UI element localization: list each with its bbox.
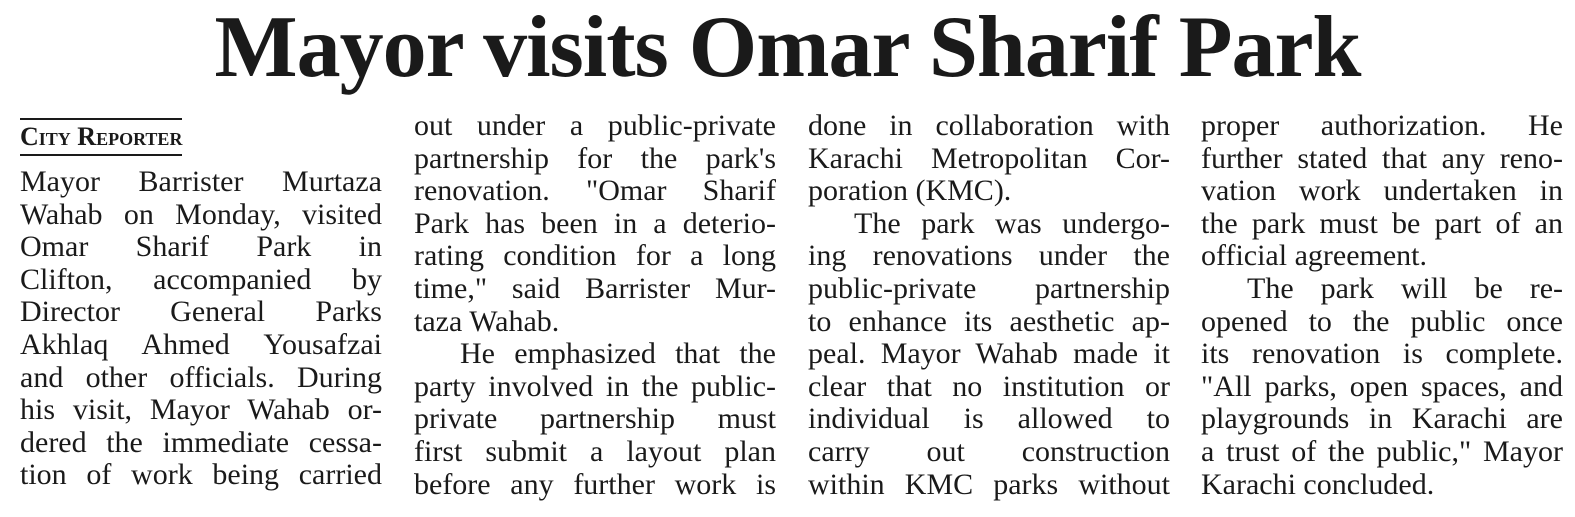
text-line: carry out construction [808, 435, 1170, 468]
text-line: playgrounds in Karachi are [1201, 403, 1563, 436]
text-line: He emphasized that the [460, 338, 776, 371]
text-line: his visit, Mayor Wahab or- [20, 394, 382, 427]
text-line: Karachi Metropolitan Cor- [808, 142, 1170, 175]
text-line: partnership for the park's [414, 142, 776, 175]
text-line: first submit a layout plan [414, 435, 776, 468]
text-line: rating condition for a long [414, 240, 776, 273]
text-line: Akhlaq Ahmed Yousafzai [20, 328, 382, 361]
text-line: "All parks, open spaces, and [1201, 370, 1563, 403]
article-column-4 [1201, 110, 1563, 501]
text-line: dered the immediate cessa- [20, 426, 382, 459]
text-line: time," said Barrister Mur- [414, 272, 776, 305]
text-line: Wahab on Monday, visited [20, 198, 382, 231]
text-line: The park will be re- [1247, 272, 1563, 305]
text-line: Karachi concluded. [1201, 468, 1435, 501]
text-line: proper authorization. He [1201, 110, 1563, 142]
text-line: within KMC parks without [808, 468, 1170, 501]
text-line: out under a public-private [414, 110, 776, 142]
text-line: party involved in the public- [414, 370, 776, 403]
text-line: done in collaboration with [808, 110, 1170, 142]
text-line: ing renovations under the [808, 240, 1170, 273]
article-column-3 [808, 110, 1170, 501]
text-line: taza Wahab. [414, 305, 560, 338]
text-line: Clifton, accompanied by [20, 263, 382, 296]
text-line: official agreement. [1201, 240, 1427, 273]
text-line: Omar Sharif Park in [20, 231, 382, 264]
text-line: its renovation is complete. [1201, 338, 1563, 371]
text-line: renovation. "Omar Sharif [414, 175, 776, 208]
text-line: a trust of the public," Mayor [1201, 435, 1563, 468]
text-line: public-private partnership [808, 272, 1170, 305]
text-line: private partnership must [414, 403, 776, 436]
text-line: clear that no institution or [808, 370, 1170, 403]
text-line: before any further work is [414, 468, 776, 501]
text-line: to enhance its aesthetic ap- [808, 305, 1170, 338]
text-line: and other officials. During [20, 361, 382, 394]
text-line: peal. Mayor Wahab made it [808, 338, 1170, 371]
byline-container [20, 110, 382, 150]
text-line: the park must be part of an [1201, 207, 1563, 240]
text-line: further stated that any reno- [1201, 142, 1563, 175]
text-line: vation work undertaken in [1201, 175, 1563, 208]
text-line: Park has been in a deterio- [414, 207, 776, 240]
text-line: The park was undergo- [854, 207, 1170, 240]
headline: Mayor visits Omar Sharif Park [214, 0, 1361, 96]
text-line: Mayor Barrister Murtaza [20, 166, 382, 198]
text-line: tion of work being carried [20, 459, 382, 492]
byline: City Reporter [20, 118, 182, 156]
text-line: Director General Parks [20, 296, 382, 329]
article-column-2 [414, 110, 776, 501]
text-line: poration (KMC). [808, 175, 1012, 208]
text-line: opened to the public once [1201, 305, 1563, 338]
article-column-1 [20, 110, 382, 492]
text-line: individual is allowed to [808, 403, 1170, 436]
